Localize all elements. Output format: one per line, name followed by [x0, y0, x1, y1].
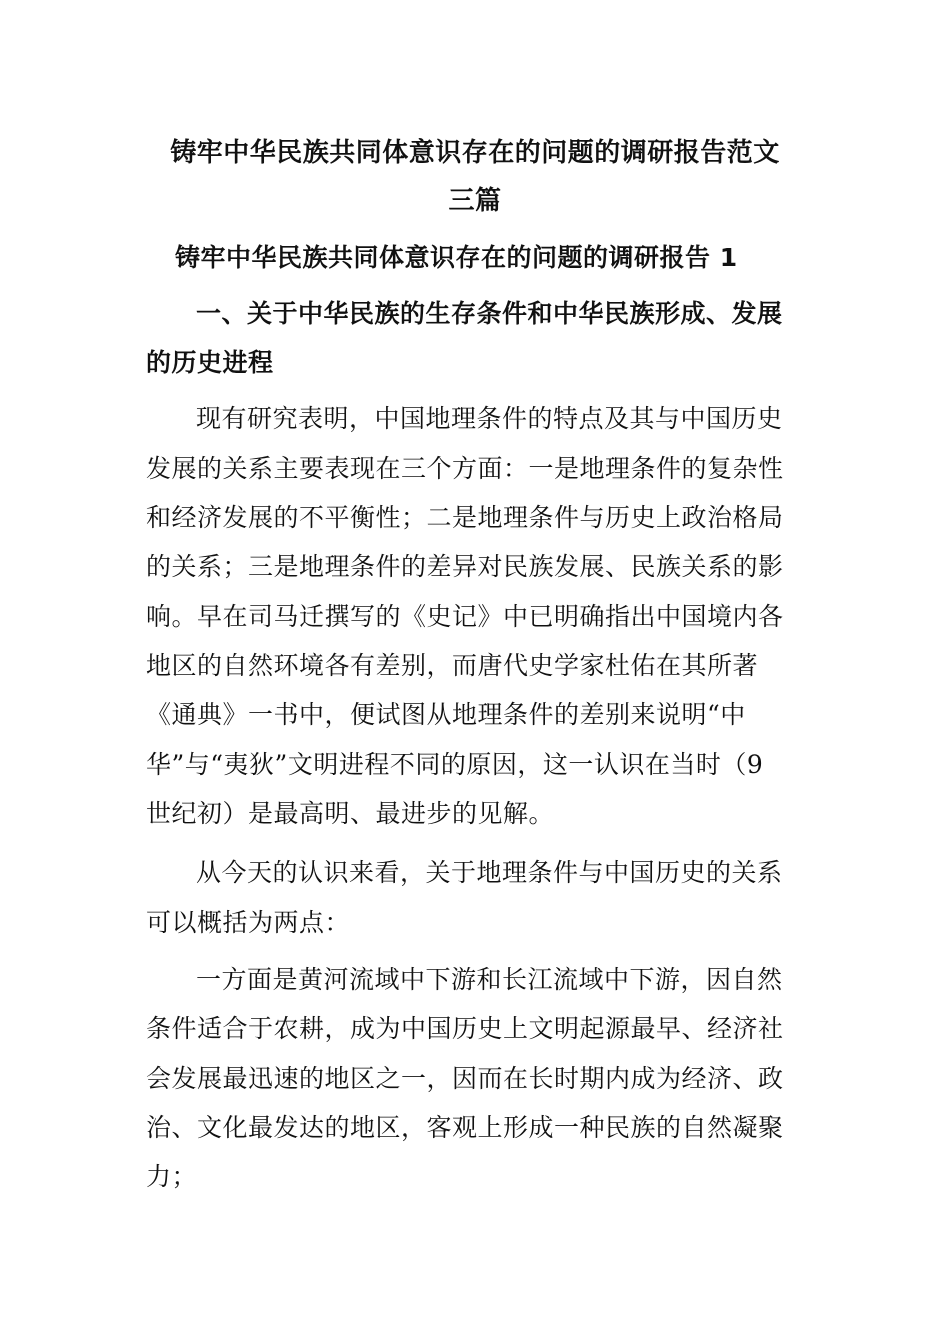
- paragraph-line: 华”与“夷狄”文明进程不同的原因，这一认识在当时（9: [146, 750, 764, 779]
- paragraph-line: 从今天的认识来看，关于地理条件与中国历史的关系: [196, 858, 783, 887]
- report-subtitle: 铸牢中华民族共同体意识存在的问题的调研报告 1: [175, 243, 738, 272]
- document-title-line-2: 三篇: [448, 186, 502, 216]
- paragraph-line: 会发展最迅速的地区之一，因而在长时期内成为经济、政: [146, 1064, 784, 1093]
- document-title-line-1: 铸牢中华民族共同体意识存在的问题的调研报告范文: [170, 138, 780, 168]
- paragraph-line: 一方面是黄河流域中下游和长江流域中下游，因自然: [196, 965, 783, 994]
- paragraph-line: 地区的自然环境各有差别，而唐代史学家杜佑在其所著: [146, 651, 759, 680]
- paragraph-line: 的关系；三是地理条件的差异对民族发展、民族关系的影: [146, 552, 784, 581]
- paragraph-line: 世纪初）是最高明、最进步的见解。: [146, 799, 555, 828]
- paragraph-line: 力；: [146, 1162, 198, 1191]
- paragraph-line: 现有研究表明，中国地理条件的特点及其与中国历史: [196, 404, 783, 433]
- paragraph-line: 治、文化最发达的地区，客观上形成一种民族的自然凝聚: [146, 1113, 784, 1142]
- paragraph-line: 响。早在司马迁撰写的《史记》中已明确指出中国境内各: [146, 602, 784, 631]
- paragraph-line: 和经济发展的不平衡性；二是地理条件与历史上政治格局: [146, 503, 784, 532]
- paragraph-line: 发展的关系主要表现在三个方面：一是地理条件的复杂性: [146, 454, 784, 483]
- paragraph-line: 《通典》一书中，便试图从地理条件的差别来说明“中: [146, 700, 746, 729]
- paragraph-line: 可以概括为两点：: [146, 908, 351, 937]
- section-heading-line-1: 一、关于中华民族的生存条件和中华民族形成、发展: [196, 299, 783, 328]
- section-heading-line-2: 的历史进程: [146, 348, 274, 377]
- paragraph-line: 条件适合于农耕，成为中国历史上文明起源最早、经济社: [146, 1014, 784, 1043]
